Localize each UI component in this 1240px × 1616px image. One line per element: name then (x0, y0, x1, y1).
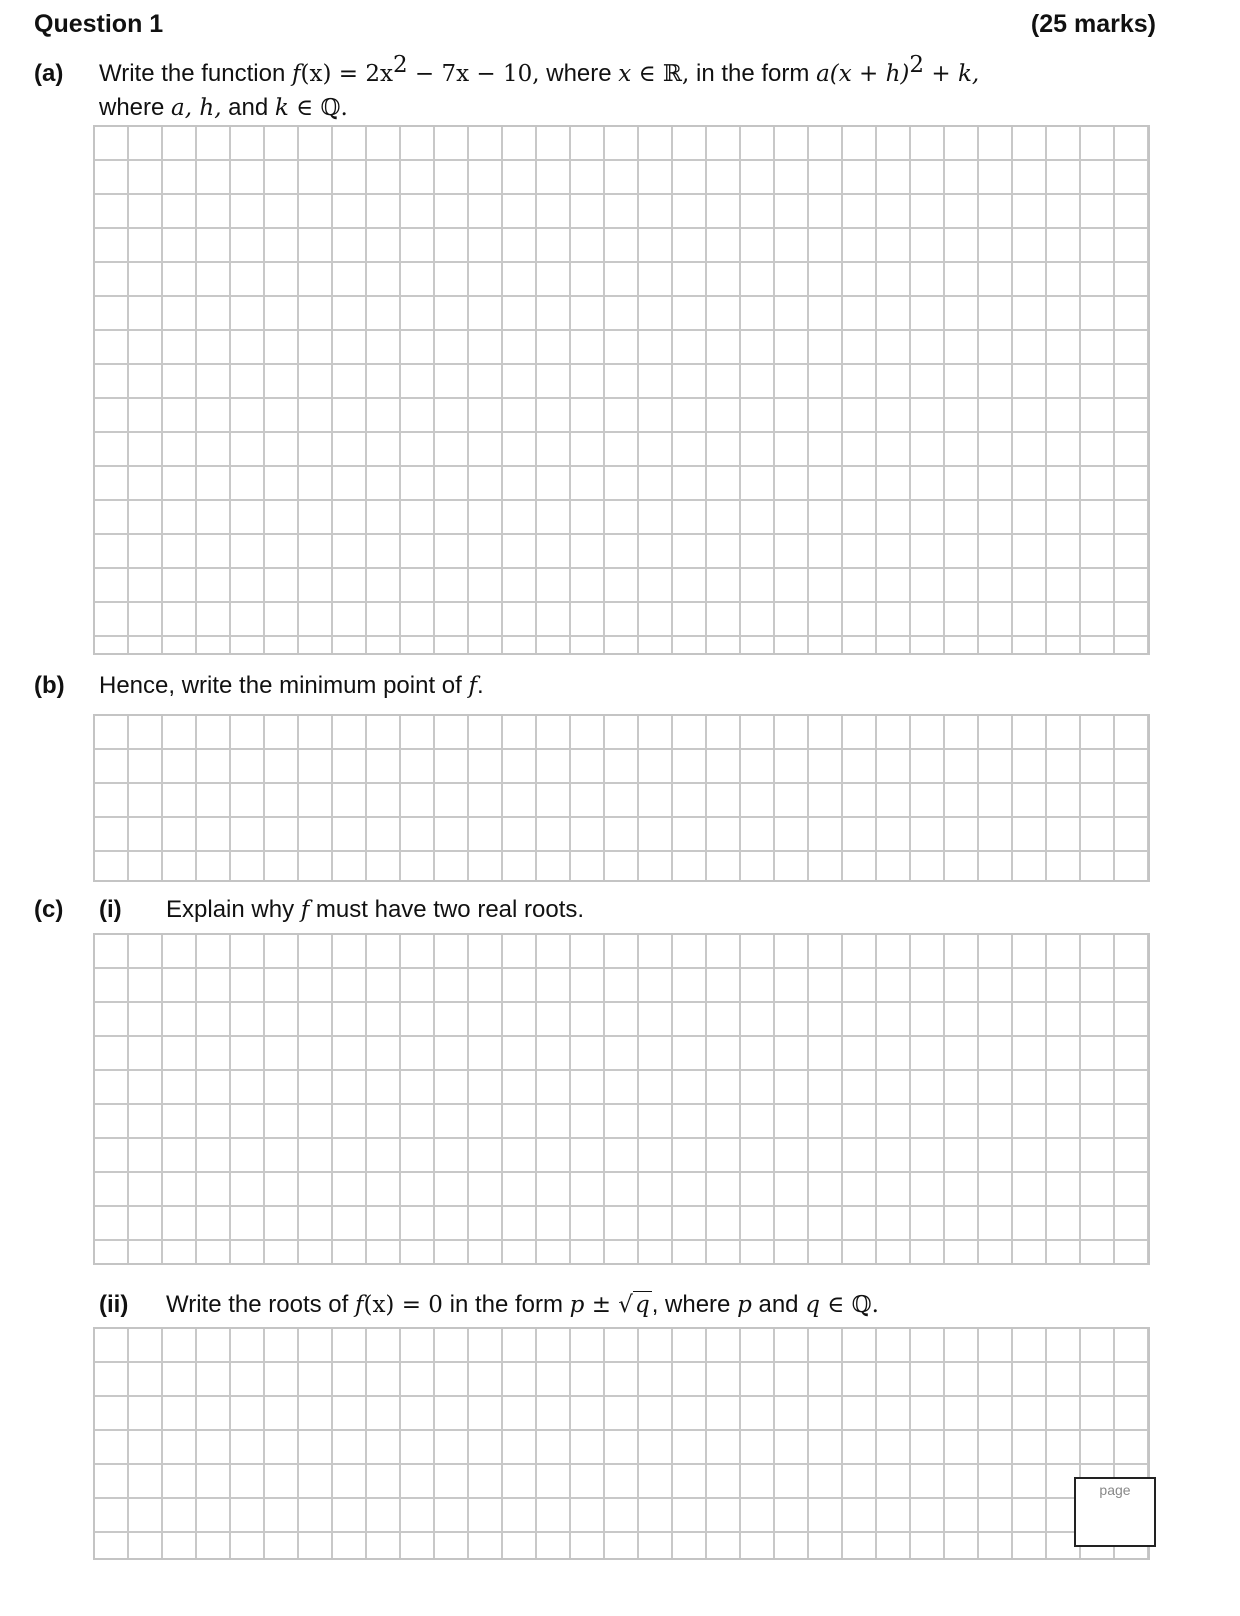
marks-total: (25 marks) (1030, 10, 1156, 38)
part-c-i-question (166, 893, 584, 927)
part-c-i-text2: must have two real roots. (309, 896, 585, 923)
sqrt-sign-icon: √ (618, 1292, 633, 1318)
part-b-question (99, 669, 484, 703)
part-a-text2: where (539, 60, 612, 87)
part-a-inR: ∈ ℝ, (631, 61, 690, 87)
part-a-exp: 2 (392, 52, 408, 78)
part-a-form-tail: + k, (924, 61, 980, 87)
part-c-label: (c) (34, 896, 64, 923)
part-c-ii-and: and (751, 1291, 799, 1318)
answer-grid-b[interactable] (93, 714, 1150, 882)
part-a-l2-k: k (274, 95, 289, 121)
part-a-x: x (618, 61, 632, 87)
page-box-label: page (1099, 1482, 1131, 1498)
part-a-f: f (292, 61, 301, 87)
part-a-question-line1 (99, 52, 980, 91)
part-c-ii-q2: q (805, 1292, 820, 1318)
part-c-ii-pm: ± (584, 1292, 619, 1318)
part-a-text3: in the form (689, 60, 810, 87)
part-b-label: (b) (34, 672, 65, 699)
part-c-ii-comma: , (651, 1291, 659, 1318)
answer-grid-a[interactable] (93, 125, 1150, 655)
part-c-ii-eq: (x) = 0 (363, 1292, 443, 1318)
part-a-l2-text: where (99, 94, 165, 121)
part-c-i-f: f (300, 897, 310, 923)
part-c-ii-label: (ii) (99, 1291, 129, 1318)
part-a-question-line2 (99, 91, 348, 125)
part-c-ii-p: p (569, 1292, 585, 1318)
part-b-f: f (468, 673, 477, 699)
part-a-l2-vars: a, h, (171, 95, 222, 121)
question-title: Question 1 (34, 10, 164, 38)
answer-grid-c-i[interactable] (93, 933, 1150, 1265)
part-a-fx: (x) = 2x (300, 61, 393, 87)
part-c-ii-text2: in the form (442, 1291, 563, 1318)
part-c-i-text1: Explain why (166, 896, 295, 923)
part-b-text: Hence, write the minimum point of (99, 672, 462, 699)
answer-grid-c-ii[interactable] (93, 1327, 1150, 1560)
part-c-ii-question (166, 1288, 879, 1322)
page-number-box (1074, 1477, 1156, 1547)
part-c-ii-text3: where (658, 1291, 731, 1318)
part-a-l2-and: and (221, 94, 269, 121)
part-c-i-label: (i) (99, 896, 122, 923)
part-c-ii-text1: Write the roots of (166, 1291, 349, 1318)
part-b-period: . (477, 672, 484, 699)
part-a-poly: − 7x − 10, (407, 61, 540, 87)
part-a-form: a(x + h) (816, 61, 910, 87)
part-a-l2-inQ: ∈ ℚ. (288, 95, 348, 121)
part-a-text1: Write the function (99, 60, 286, 87)
part-a-label: (a) (34, 60, 64, 87)
part-a-exp2: 2 (909, 52, 925, 78)
part-c-ii-f: f (354, 1292, 364, 1318)
part-c-ii-q: q (634, 1292, 650, 1318)
part-c-ii-inQ: ∈ ℚ. (819, 1292, 879, 1318)
part-c-ii-p2: p (737, 1292, 752, 1318)
